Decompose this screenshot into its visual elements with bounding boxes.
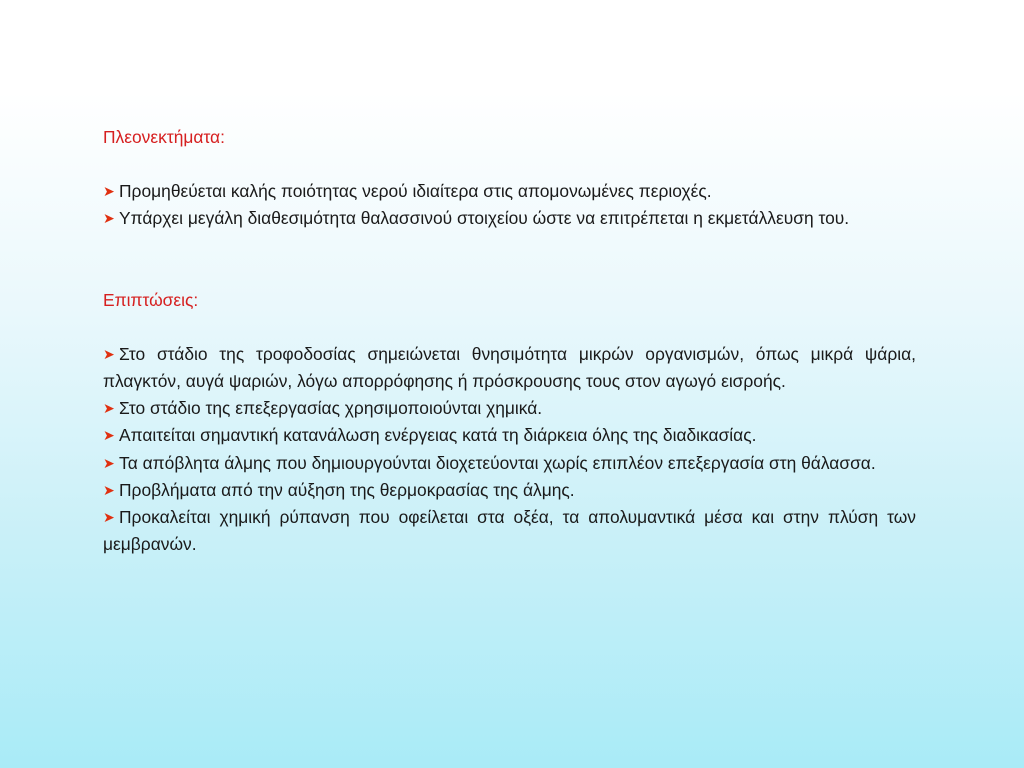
- impact-item: [103, 477, 916, 504]
- impact-item-text: Στο στάδιο της επεξεργασίας χρησιμοποιούνται χημικά.: [119, 398, 543, 419]
- impacts-heading: Επιπτώσεις:: [103, 289, 199, 310]
- impact-item: [103, 341, 916, 395]
- spacer: [103, 151, 916, 178]
- impact-item-text: Στο στάδιο της τροφοδοσίας σημειώνεται θνησιμότητα μικρών οργανισμών, όπως μικρά ψάρια, πλαγκτόν, αυγά ψαριών, λόγω απορρόφησης ή πρόσκρουσης τους στον αγωγό εισροής.: [103, 343, 916, 392]
- spacer: [103, 233, 916, 287]
- arrow-right-icon: ➤: [103, 427, 115, 444]
- impact-item-text: Προκαλείται χημική ρύπανση που οφείλεται στα οξέα, τα απολυμαντικά μέσα και στην πλύση των μεμβρανών.: [103, 507, 916, 555]
- arrow-right-icon: ➤: [103, 183, 115, 200]
- advantage-item-text: Προμηθεύεται καλής ποιότητας νερού ιδιαίτερα στις απομονωμένες περιοχές.: [119, 181, 712, 202]
- advantage-item: [103, 178, 916, 205]
- impact-item: [103, 450, 916, 477]
- arrow-right-icon: ➤: [103, 345, 115, 362]
- arrow-right-icon: ➤: [103, 481, 115, 498]
- advantage-item-text: Υπάρχει μεγάλη διαθεσιμότητα θαλασσινού στοιχείου ώστε να επιτρέπεται η εκμετάλλευση του.: [119, 208, 850, 229]
- advantage-item: [103, 205, 916, 232]
- impact-item: [103, 504, 916, 558]
- arrow-right-icon: ➤: [103, 210, 115, 227]
- advantages-heading: Πλεονεκτήματα:: [103, 127, 225, 147]
- impact-item: [103, 395, 916, 422]
- impact-item-text: Τα απόβλητα άλμης που δημιουργούνται διοχετεύονται χωρίς επιπλέον επεξεργασία στη θάλασσα.: [119, 452, 876, 473]
- arrow-right-icon: ➤: [103, 509, 115, 526]
- impact-item-text: Προβλήματα από την αύξηση της θερμοκρασίας της άλμης.: [119, 479, 575, 500]
- arrow-right-icon: ➤: [103, 400, 115, 417]
- impact-item-text: Απαιτείται σημαντική κατανάλωση ενέργειας κατά τη διάρκεια όλης της διαδικασίας.: [119, 425, 757, 446]
- arrow-right-icon: ➤: [103, 454, 115, 471]
- slide-content: [103, 124, 916, 558]
- spacer: [103, 314, 916, 341]
- impact-item: [103, 422, 916, 449]
